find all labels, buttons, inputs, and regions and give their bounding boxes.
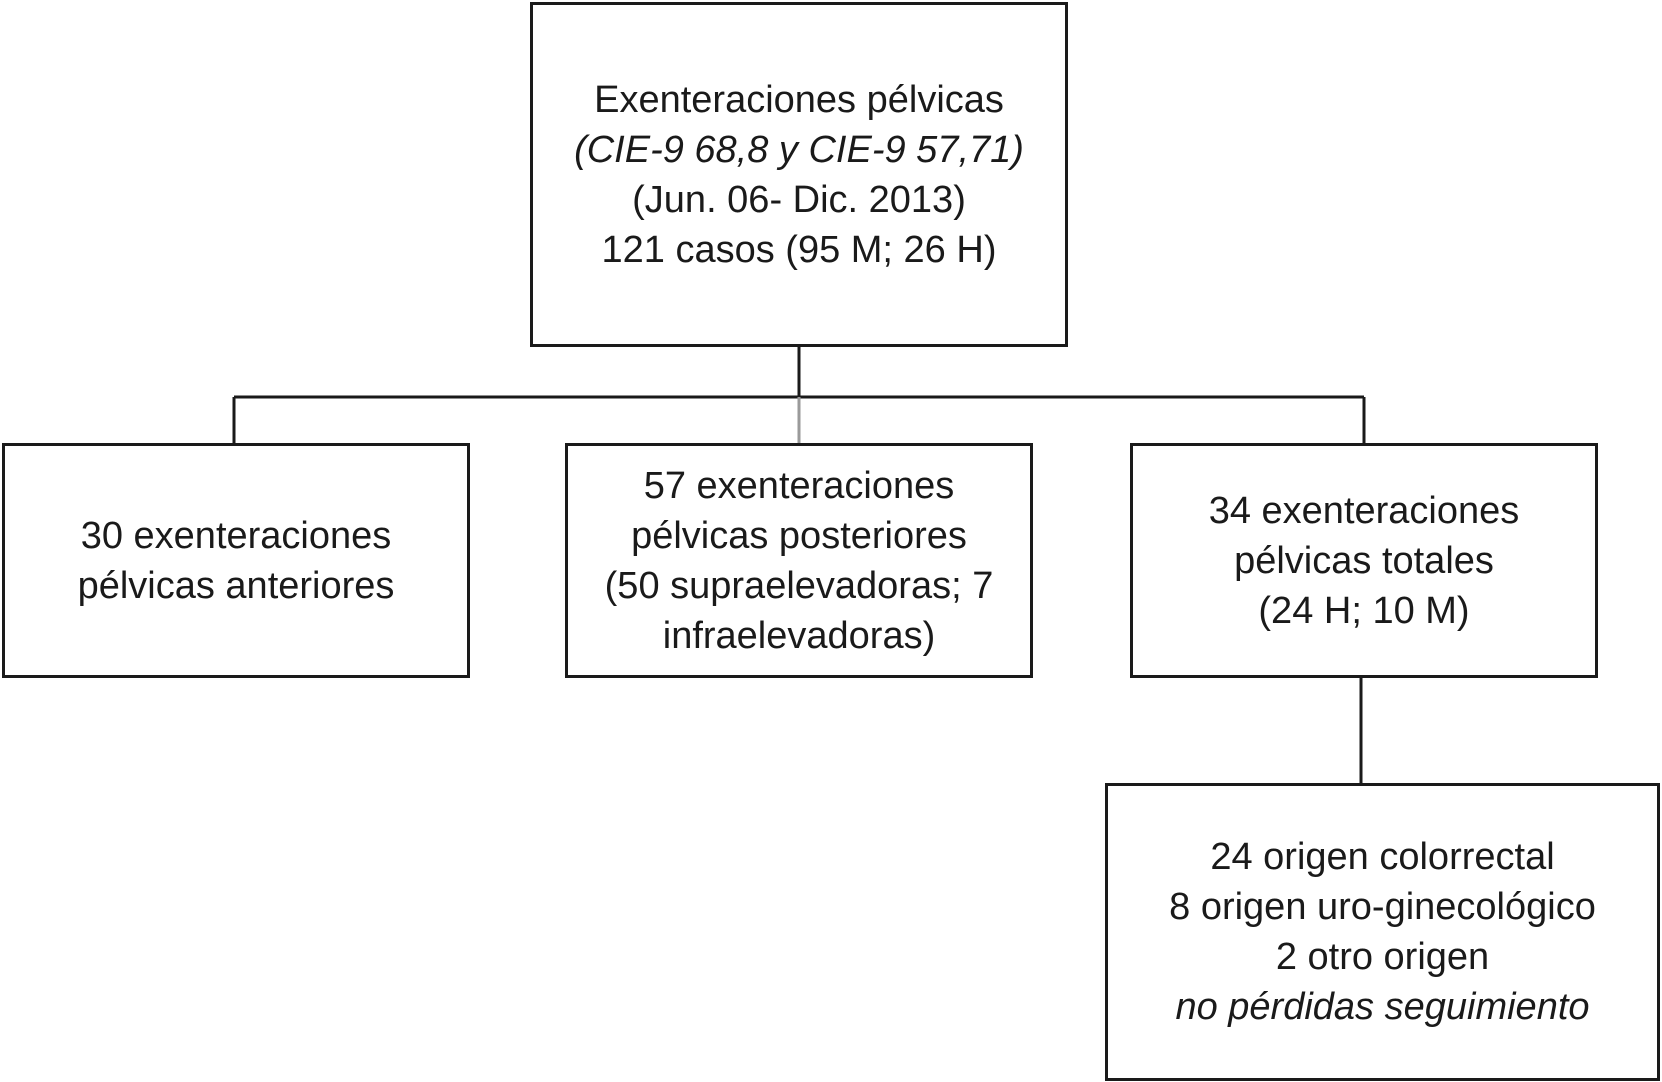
root-box-pelvic-exenterations xyxy=(530,2,1068,347)
total-exenterations-box xyxy=(1130,443,1598,678)
posterior-line-2: pélvicas posteriores xyxy=(631,514,967,557)
root-title: Exenteraciones pélvicas xyxy=(594,78,1004,121)
root-cases: 121 casos (95 M; 26 H) xyxy=(601,228,997,271)
origin-colorrectal: 24 origen colorrectal xyxy=(1210,836,1555,878)
origin-followup: no pérdidas seguimiento xyxy=(1175,986,1590,1028)
anterior-exenterations-box xyxy=(2,443,470,678)
anterior-line-2: pélvicas anteriores xyxy=(77,564,395,607)
anterior-line-1: 30 exenteraciones xyxy=(80,514,392,557)
origin-other: 2 otro origen xyxy=(1275,936,1490,978)
posterior-exenterations-box xyxy=(565,443,1033,678)
origin-urogyn: 8 origen uro-ginecológico xyxy=(1169,886,1596,928)
origin-breakdown-box xyxy=(1105,783,1660,1081)
total-line-3: (24 H; 10 M) xyxy=(1258,589,1470,632)
posterior-line-3: (50 supraelevadoras; 7 xyxy=(604,564,994,607)
posterior-line-1: 57 exenteraciones xyxy=(643,464,955,507)
root-period: (Jun. 06- Dic. 2013) xyxy=(632,178,966,221)
posterior-line-4: infraelevadoras) xyxy=(662,614,936,657)
total-line-2: pélvicas totales xyxy=(1234,539,1494,582)
total-line-1: 34 exenteraciones xyxy=(1208,489,1520,532)
root-codes: (CIE-9 68,8 y CIE-9 57,71) xyxy=(574,128,1024,171)
